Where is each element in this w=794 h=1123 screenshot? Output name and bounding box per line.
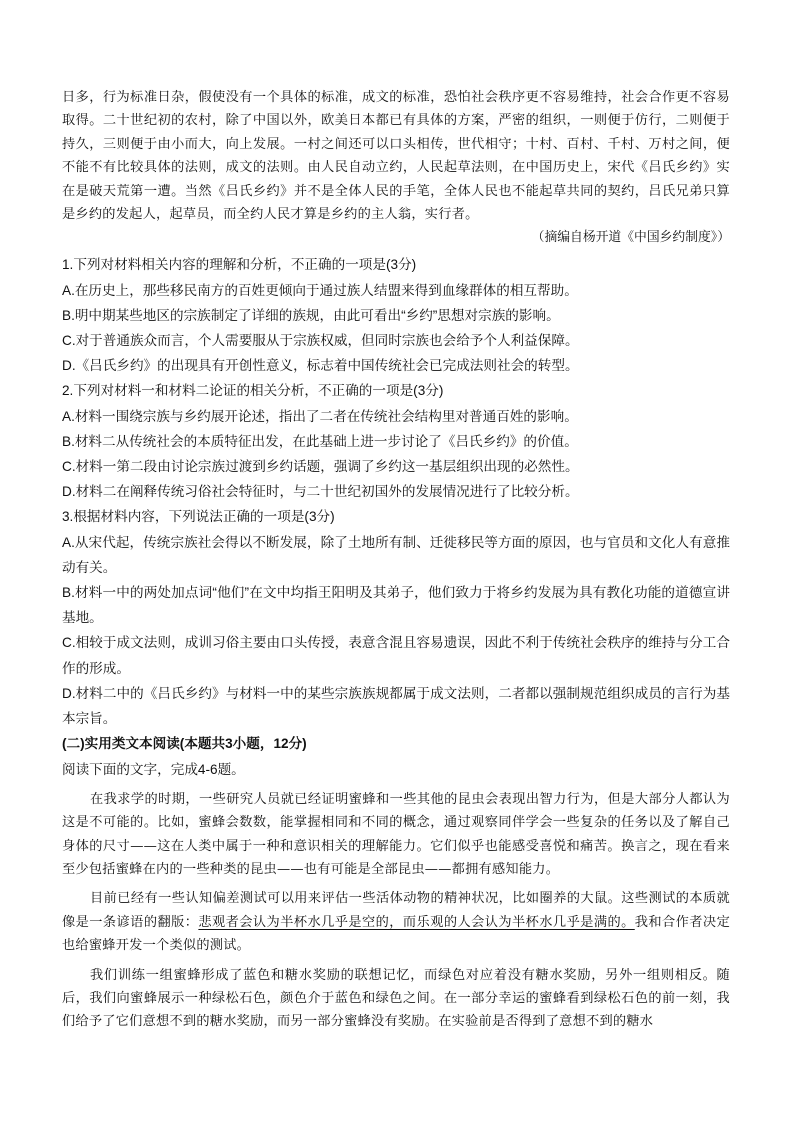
option-d: D.《吕氏乡约》的出现具有开创性意义，标志着中国传统社会已完成法则社会的转型。 bbox=[62, 358, 579, 374]
question-stem: 3.根据材料内容，下列说法正确的一项是(3分) bbox=[62, 509, 335, 525]
option-b: B.明中期某些地区的宗族制定了详细的族规，由此可看出“乡约”思想对宗族的影响。 bbox=[62, 307, 560, 323]
article-paragraph-1: 在我求学的时期，一些研究人员就已经证明蜜蜂和一些其他的昆虫会表现出智力行为，但是大部分人都认为这是不可能的。比如，蜜蜂会数数，能掌握相同和不同的概念，通过观察同伴学会一些复杂的任务以及了解自己身体的尺寸——这在人类中属于一种和意识相关的理解能力。它们似乎也能感受喜悦和痛苦。换言之，现在看来至少包括蜜蜂在内的一些种类的昆虫——也有可能是全部昆虫——都拥有感知能力。 bbox=[62, 791, 730, 877]
option-a: A.材料一围绕宗族与乡约展开论述，指出了二者在传统社会结构里对普通百姓的影响。 bbox=[62, 408, 578, 424]
question-stem: 1.下列对材料相关内容的理解和分析，不正确的一项是(3分) bbox=[62, 257, 417, 273]
option-a: A.在历史上，那些移民南方的百姓更倾向于通过族人结盟来得到血缘群体的相互帮助。 bbox=[62, 282, 578, 298]
underlined-proverb: 悲观者会认为半杯水几乎是空的，而乐观的人会认为半杯水几乎是满的。 bbox=[198, 914, 635, 930]
option-b: B.材料一中的两处加点词“他们”在文中均指王阳明及其弟子，他们致力于将乡约发展为具有教化功能的道德宣讲基地。 bbox=[62, 585, 730, 626]
section-title: (二)实用类文本阅读(本题共3小题，12分) bbox=[62, 736, 307, 752]
question-1 bbox=[62, 252, 730, 378]
paragraph-text: 我和合作者决定也给蜜蜂开发一个类似的测试。 bbox=[62, 914, 731, 954]
question-3 bbox=[62, 504, 730, 731]
option-b: B.材料二从传统社会的本质特征出发，在此基础上进一步讨论了《吕氏乡约》的价值。 bbox=[62, 433, 578, 449]
question-stem: 2.下列对材料一和材料二论证的相关分析，不正确的一项是(3分) bbox=[62, 383, 444, 399]
article-paragraph-3: 我们训练一组蜜蜂形成了蓝色和糖水奖励的联想记忆，而绿色对应着没有糖水奖励，另外一组则相反。随后，我们向蜜蜂展示一种绿松石色，颜色介于蓝色和绿色之间。在一部分幸运的蜜蜂看到绿松石色的前一刻，我们给予了它们意想不到的糖水奖励，而另一部分蜜蜂没有奖励。在实验前是否得到了意想不到的糖水 bbox=[62, 967, 730, 1030]
option-a: A.从宋代起，传统宗族社会得以不断发展，除了土地所有制、迁徙移民等方面的原因，也与官员和文化人有意推动有关。 bbox=[62, 534, 730, 575]
reading-instruction: 阅读下面的文字，完成4-6题。 bbox=[62, 761, 245, 777]
article-paragraph-2 bbox=[62, 887, 730, 957]
section-two bbox=[62, 731, 730, 781]
question-2 bbox=[62, 378, 730, 504]
source-citation: （摘编自杨开道《中国乡约制度》） bbox=[531, 230, 730, 246]
option-d: D.材料二在阐释传统习俗社会特征时，与二十世纪初国外的发展情况进行了比较分析。 bbox=[62, 484, 579, 500]
option-c: C.材料一第二段由讨论宗族过渡到乡约话题，强调了乡约这一基层组织出现的必然性。 bbox=[62, 459, 579, 475]
option-c: C.相较于成文法则，成训习俗主要由口头传授，表意含混且容易遗误，因此不利于传统社会秩序的维持与分工合作的形成。 bbox=[62, 635, 730, 676]
material-two-paragraph: 日多，行为标准日杂，假使没有一个具体的标准，成文的标准，恐怕社会秩序更不容易维持，社会合作更不容易取得。二十世纪初的农村，除了中国以外，欧美日本都已有具体的方案，严密的组织，一则便于仿行，二则便于持久，三则便于由小而大，向上发展。一村之间还可以口头相传，世代相守；十村、百村、千村、万村之间，便不能不有比较具体的法则，成文的法则。由人民自动立约，人民起草法则，在中国历史上，宋代《吕氏乡约》实在是破天荒第一遭。当然《吕氏乡约》并不是全体人民的手笔，全体人民也不能起草共同的契约，吕氏兄弟只算是乡约的发起人，起草员，而全约人民才算是乡约的主人翁，实行者。 bbox=[62, 90, 730, 223]
option-c: C.对于普通族众而言，个人需要服从于宗族权威，但同时宗族也会给予个人利益保障。 bbox=[62, 333, 579, 349]
paragraph-text: 目前已经有一些认知偏差测试可以用来评估一些活体动物的精神状况，比如圈养的大鼠。这些测试的本质就像是一条谚语的翻版： bbox=[62, 891, 730, 930]
option-d: D.材料二中的《吕氏乡约》与材料一中的某些宗族族规都属于成文法则，二者都以强制规范组织成员的言行为基本宗旨。 bbox=[62, 685, 730, 727]
document-page bbox=[62, 86, 730, 1034]
